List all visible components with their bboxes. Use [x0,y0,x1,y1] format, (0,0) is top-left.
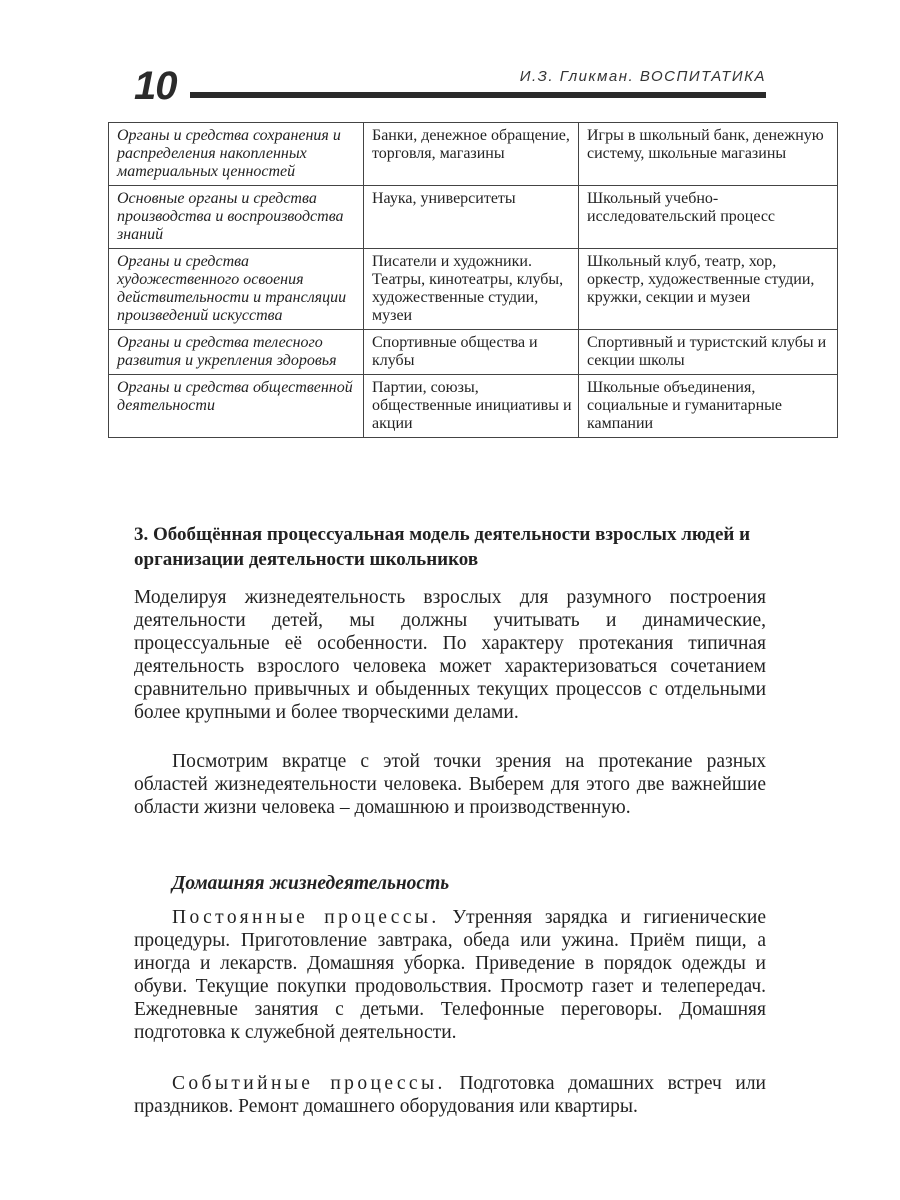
body-paragraph [134,1072,766,1118]
table-cell: Органы и средства телесного развития и укрепления здоровья [109,330,364,375]
table-cell: Спортивный и туристский клубы и секции школы [579,330,838,375]
section-heading: 3. Обобщённая процессуальная модель деятельности взрослых людей и организации деятельности школьников [134,524,751,570]
paragraph-text: Подготовка домашних встреч или праздников. Ремонт домашнего оборудования или квартиры. [134,1073,766,1117]
table-row [109,123,838,186]
table-cell: Основные органы и средства производства и воспроизводства знаний [109,186,364,249]
table-row [109,186,838,249]
table-cell: Наука, университеты [364,186,579,249]
header-rule [190,92,766,98]
table-cell: Органы и средства общественной деятельности [109,375,364,438]
body-paragraph: Моделируя жизнедеятельность взрослых для разумного построения деятельности детей, мы должны учитывать и динамические, процессуальные её особенности. По характеру протекания типичная деятельность взрослого человека может характеризоваться сочетанием сравнительно привычных и обыденных текущих процессов с отдельными более крупными и более творческими делами. [134,587,766,723]
table-cell: Игры в школьный банк, денежную систему, школьные магазины [579,123,838,186]
process-term: Постоянные процессы. [172,907,440,928]
table-cell: Школьный учебно-исследовательский процесс [579,186,838,249]
body-paragraph [134,906,766,1044]
table-cell: Органы и средства сохранения и распределения накопленных материальных ценностей [109,123,364,186]
table-cell: Школьный клуб, театр, хор, оркестр, художественные студии, кружки, секции и музеи [579,249,838,330]
page-header [134,64,766,108]
table-row [109,249,838,330]
body-paragraph: Посмотрим вкратце с этой точки зрения на протекание разных областей жизнедеятельности человека. Выберем для этого две важнейшие области жизни человека – домашнюю и производственную. [134,751,766,818]
table-cell: Банки, денежное обращение, торговля, магазины [364,123,579,186]
subsection-heading: Домашняя жизнедеятельность [172,873,450,894]
table-row [109,330,838,375]
comparison-table [108,122,838,438]
table-row [109,375,838,438]
running-head: И.З. Гликман. ВОСПИТАТИКА [519,68,766,85]
page-number: 10 [134,64,177,108]
table-cell: Писатели и художники. Театры, кинотеатры, клубы, художественные студии, музеи [364,249,579,330]
table-cell: Школьные объединения, социальные и гуманитарные кампании [579,375,838,438]
table-cell: Спортивные общества и клубы [364,330,579,375]
paragraph-text: Утренняя зарядка и гигиенические процедуры. Приготовление завтрака, обеда или ужина. Приём пищи, а иногда и лекарств. Домашняя уборка. Приведение в порядок одежды и обуви. Текущие покупки продовольствия. Просмотр газет и телепередач. Ежедневные занятия с детьми. Телефонные переговоры. Домашняя подготовка к служебной деятельности. [134,907,766,1043]
table-cell: Партии, союзы, общественные инициативы и акции [364,375,579,438]
process-term: Событийные процессы. [172,1073,446,1094]
table-cell: Органы и средства художественного освоения действительности и трансляции произведений искусства [109,249,364,330]
